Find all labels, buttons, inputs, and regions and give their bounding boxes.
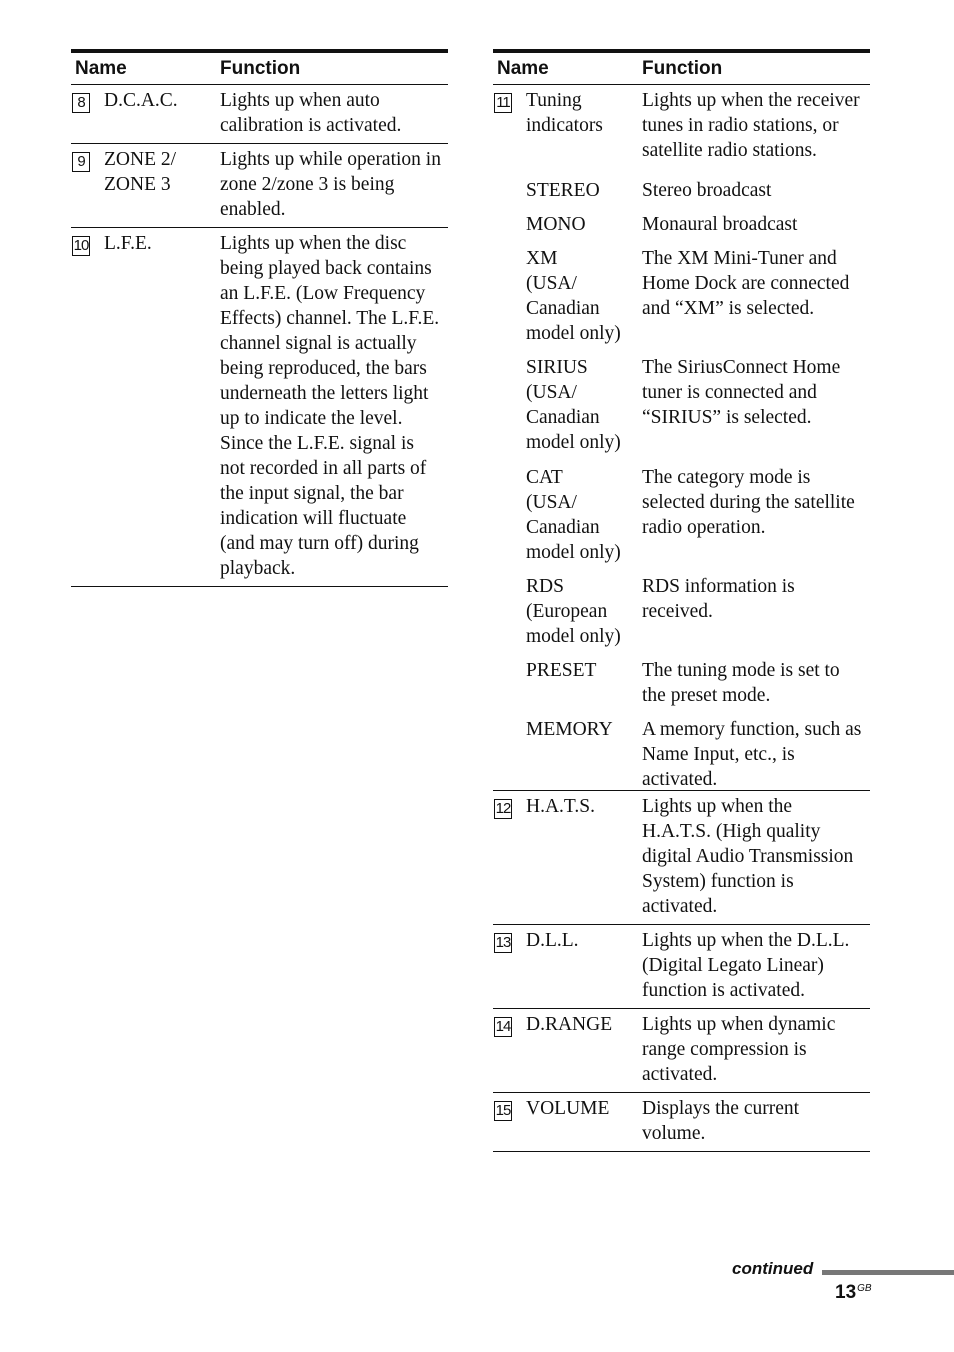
page-number <box>835 1282 872 1304</box>
table-row <box>71 85 448 144</box>
indicator-name: Tuning indicators <box>526 90 603 136</box>
sub-indicator-stereo <box>493 178 870 212</box>
continued-bar <box>822 1270 954 1275</box>
indicator-name: D.RANGE <box>526 1014 613 1035</box>
indicator-name: H.A.T.S. <box>526 796 595 817</box>
sub-indicator-function: The category mode is selected during the satellite radio operation. <box>642 467 855 538</box>
item-number-badge: 14 <box>495 1018 511 1035</box>
sub-indicator-function: The tuning mode is set to the preset mode. <box>642 660 840 706</box>
indicator-function: Lights up when the D.L.L. (Digital Legato Linear) function is activated. <box>642 930 850 1001</box>
table-row <box>493 1093 870 1152</box>
indicator-name: D.L.L. <box>526 930 579 951</box>
item-number-badge: 12 <box>495 800 511 817</box>
sub-indicator-function: Monaural broadcast <box>642 214 798 235</box>
indicator-name: ZONE 2/ ZONE 3 <box>104 149 177 195</box>
name-column-header: Name <box>497 58 549 79</box>
indicator-function: Lights up when the H.A.T.S. (High quality digital Audio Transmission System) function is activated. <box>642 796 854 917</box>
sub-indicator-function: A memory function, such as Name Input, etc., is activated. <box>642 719 862 790</box>
sub-indicator-name: RDS (European model only) <box>526 576 621 647</box>
indicator-function: Displays the current volume. <box>642 1098 800 1144</box>
page-number-value: 13 <box>835 1282 857 1303</box>
sub-indicator-sirius <box>493 355 870 465</box>
tuning-indicators-main <box>493 85 870 178</box>
sub-indicator-name: PRESET <box>526 660 597 681</box>
indicator-function: Lights up when dynamic range compression is activated. <box>642 1014 836 1085</box>
sub-indicator-xm <box>493 246 870 355</box>
sub-indicator-name: STEREO <box>526 180 600 201</box>
table-row <box>71 144 448 228</box>
indicator-name: D.C.A.C. <box>104 90 178 111</box>
item-number-badge: 9 <box>72 152 90 172</box>
table-row-tuning-indicators <box>493 85 870 791</box>
page-number-suffix: GB <box>857 1283 872 1294</box>
name-column-header: Name <box>75 58 127 79</box>
sub-indicator-name: SIRIUS (USA/ Canadian model only) <box>526 357 621 453</box>
item-number-badge: 13 <box>495 934 511 951</box>
table-row <box>71 228 448 587</box>
sub-indicator-function: The SiriusConnect Home tuner is connected and “SIRIUS” is selected. <box>642 357 841 428</box>
table-row <box>493 791 870 925</box>
table-header <box>493 49 870 85</box>
function-column-header: Function <box>642 58 723 79</box>
left-table <box>71 49 448 587</box>
item-number-badge: 10 <box>73 237 89 254</box>
right-table <box>493 49 870 1152</box>
sub-indicator-preset <box>493 658 870 717</box>
sub-indicator-function: Stereo broadcast <box>642 180 772 201</box>
continued-label: continued <box>732 1259 814 1278</box>
sub-indicator-function: The XM Mini-Tuner and Home Dock are connected and “XM” is selected. <box>642 248 850 319</box>
sub-indicator-memory <box>493 717 870 790</box>
function-column-header: Function <box>220 58 301 79</box>
indicator-function: Lights up when auto calibration is activated. <box>220 90 402 136</box>
table-row <box>493 1009 870 1093</box>
item-number-badge: 11 <box>494 93 512 113</box>
sub-indicator-name: XM (USA/ Canadian model only) <box>526 248 621 344</box>
sub-indicator-cat <box>493 465 870 574</box>
table-header <box>71 49 448 85</box>
sub-indicator-name: MEMORY <box>526 719 613 740</box>
table-row <box>493 925 870 1009</box>
sub-indicator-mono <box>493 212 870 246</box>
sub-indicator-name: MONO <box>526 214 586 235</box>
indicator-function: Lights up when the receiver tunes in radio stations, or satellite radio stations. <box>642 90 860 161</box>
item-number-badge: 8 <box>72 93 90 113</box>
sub-indicator-name: CAT (USA/ Canadian model only) <box>526 467 621 563</box>
sub-indicator-function: RDS information is received. <box>642 576 795 622</box>
indicator-function: Lights up while operation in zone 2/zone 3 is being enabled. <box>220 149 441 220</box>
indicator-name: VOLUME <box>526 1098 610 1119</box>
indicator-function: Lights up when the disc being played back contains an L.F.E. (Low Frequency Effects) channel. The L.F.E. channel signal is actually being reproduced, the bars underneath the letters light up to indicate the level. Since the L.F.E. signal is not recorded in all parts of the input signal, the bar indication will fluctuate (and may turn off) during playback. <box>220 233 440 579</box>
sub-indicator-rds <box>493 574 870 658</box>
item-number-badge: 15 <box>495 1102 511 1119</box>
indicator-name: L.F.E. <box>104 233 152 254</box>
